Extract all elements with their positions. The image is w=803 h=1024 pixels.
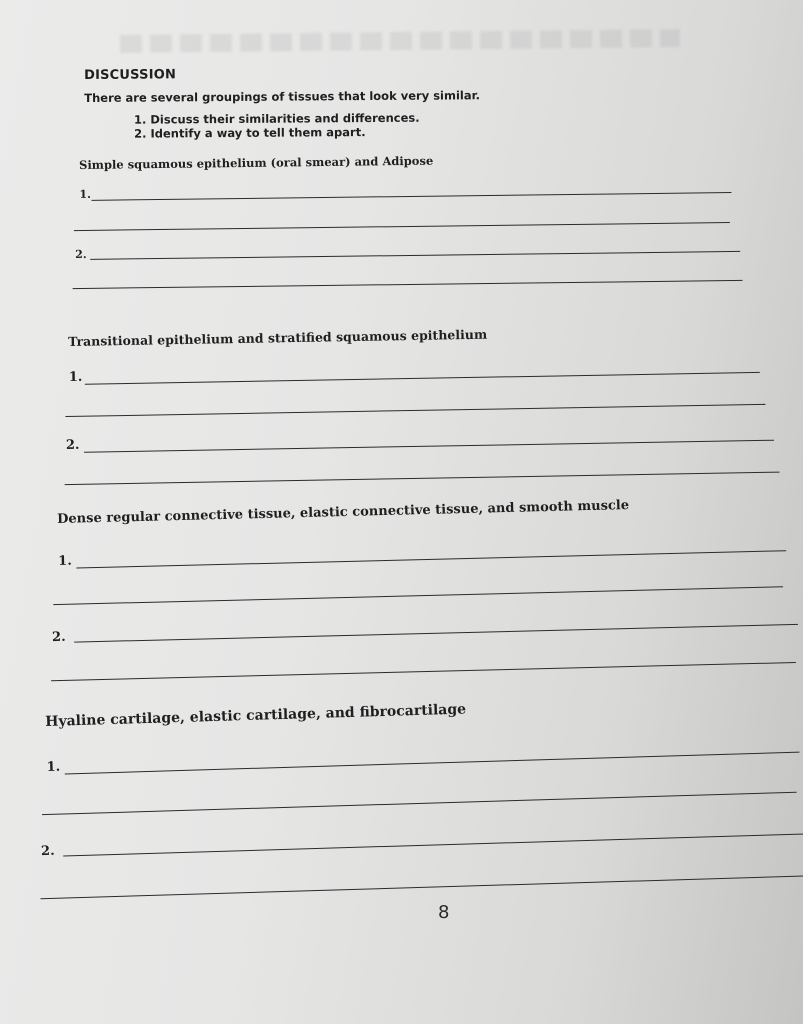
bleed-through-text xyxy=(120,29,680,53)
answer-line[interactable] xyxy=(74,624,798,643)
answer-number: 1. xyxy=(58,553,72,569)
answer-line[interactable] xyxy=(85,372,760,385)
answer-number: 2. xyxy=(75,247,87,262)
answer-line[interactable] xyxy=(65,752,800,775)
section-title: Simple squamous epithelium (oral smear) and Adipose xyxy=(79,153,434,172)
section-title: Dense regular connective tissue, elastic connective tissue, and smooth muscle xyxy=(57,498,630,527)
answer-line[interactable] xyxy=(53,586,783,605)
section-dense-elastic-smooth xyxy=(51,494,792,646)
answer-number: 2. xyxy=(65,437,80,454)
page-number: 8 xyxy=(438,902,450,923)
discussion-heading: DISCUSSION xyxy=(84,67,177,83)
answer-number: 1. xyxy=(68,369,83,385)
discussion-intro: There are several groupings of tissues that look very similar. xyxy=(84,88,481,105)
answer-line[interactable] xyxy=(73,280,743,289)
answer-line[interactable] xyxy=(90,251,740,260)
answer-number: 2. xyxy=(51,629,66,646)
answer-line[interactable] xyxy=(65,472,780,485)
answer-line[interactable] xyxy=(40,875,803,899)
instruction-item: 2. Identify a way to tell them apart. xyxy=(150,124,480,140)
section-title: Hyaline cartilage, elastic cartilage, and fibrocartilage xyxy=(45,701,467,730)
answer-line[interactable] xyxy=(51,662,796,681)
answer-number: 1. xyxy=(79,187,92,201)
instruction-item: 1. Discuss their similarities and differences. xyxy=(150,110,480,126)
answer-line[interactable] xyxy=(63,834,803,857)
answer-line[interactable] xyxy=(65,404,765,417)
answer-number: 2. xyxy=(40,843,55,860)
instruction-list xyxy=(84,110,480,141)
answer-line[interactable] xyxy=(76,550,786,568)
answer-line[interactable] xyxy=(92,192,732,201)
answer-number: 1. xyxy=(46,759,61,775)
section-cartilage xyxy=(40,692,797,860)
section-simple-squamous-adipose xyxy=(75,150,739,262)
discussion-block xyxy=(84,65,480,141)
answer-line[interactable] xyxy=(74,222,730,231)
answer-line[interactable] xyxy=(84,440,774,453)
section-transitional-stratified xyxy=(65,322,768,454)
section-title: Transitional epithelium and stratified squamous epithelium xyxy=(68,326,488,349)
answer-line[interactable] xyxy=(42,792,797,815)
